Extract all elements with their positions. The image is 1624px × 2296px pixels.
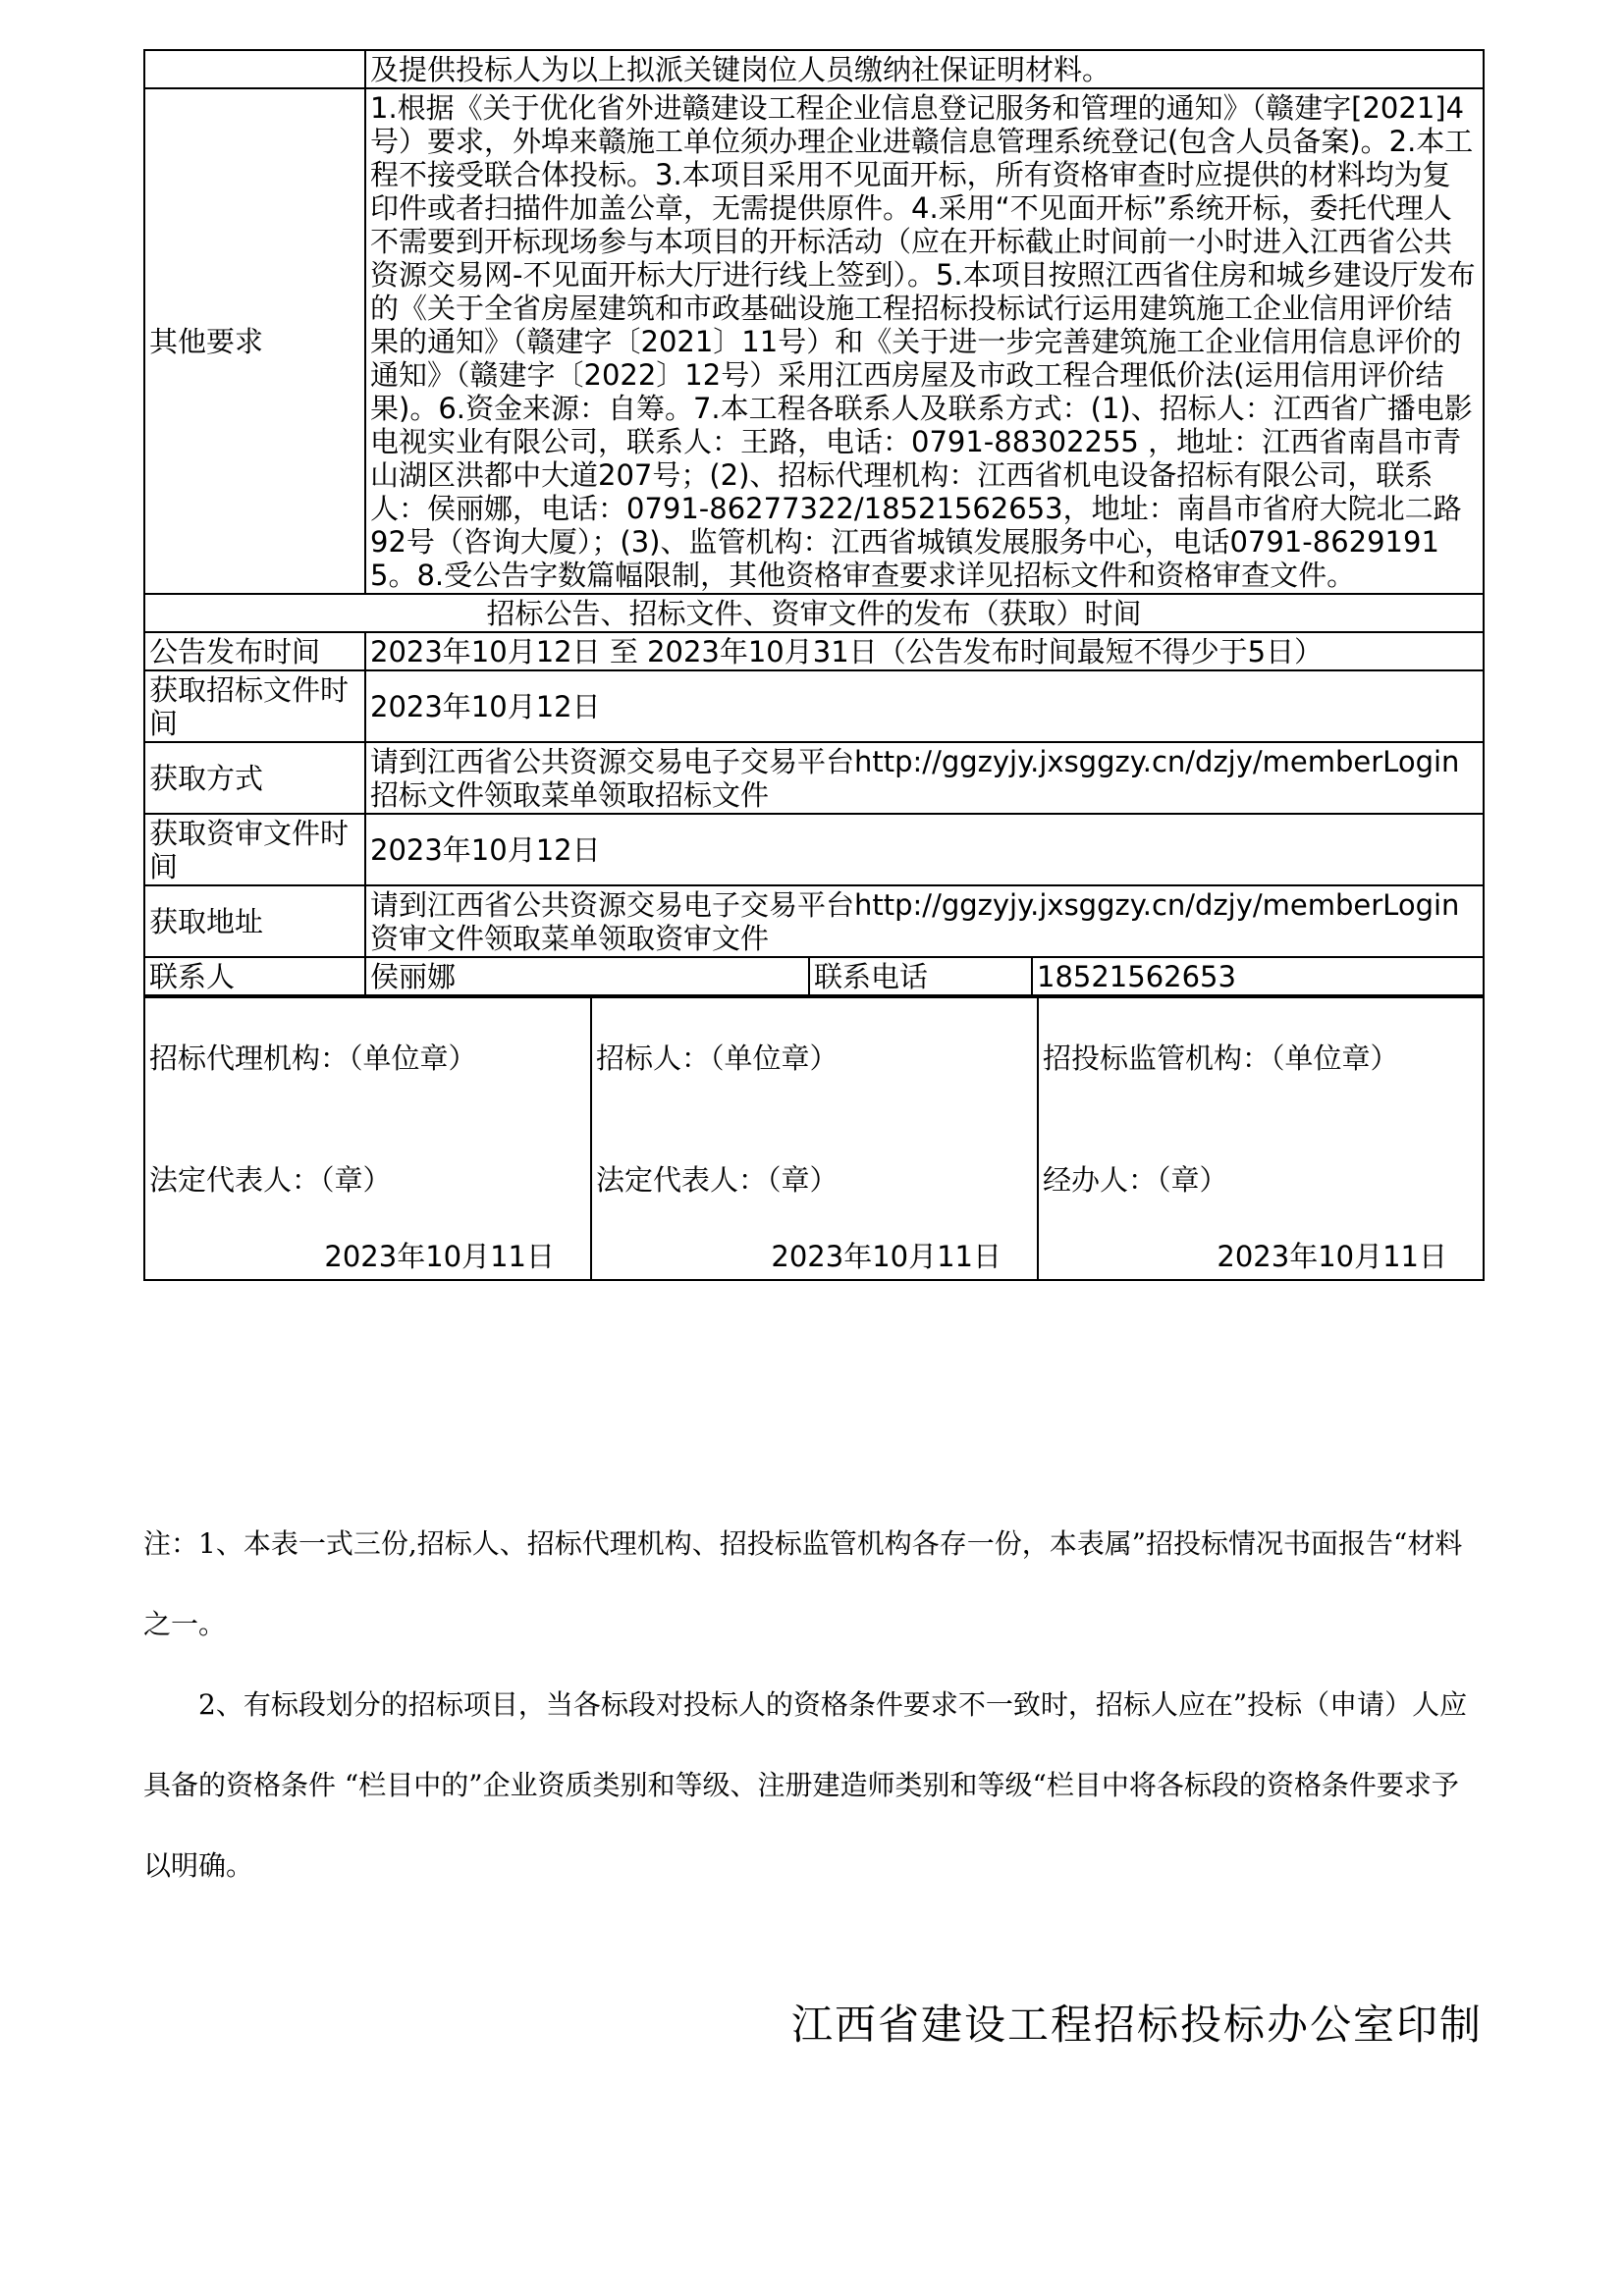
table-row [144,885,1484,957]
row-label: 公告发布时间 [144,632,365,670]
contact-phone: 18521562653 [1032,957,1484,995]
row-value: 2023年10月12日 至 2023年10月31日（公告发布时间最短不得少于5日） [365,632,1484,670]
top-row-text: 及提供投标人为以上拟派关键岗位人员缴纳社保证明材料。 [365,50,1484,88]
signature-date: 2023年10月11日 [1217,1240,1447,1273]
section-header: 招标公告、招标文件、资审文件的发布（获取）时间 [144,594,1484,632]
bid-announcement-sheet [143,49,1483,1281]
contact-phone-label: 联系电话 [809,957,1032,995]
table-row [144,632,1484,670]
row-label: 获取方式 [144,742,365,814]
empty-label-cell [144,50,365,88]
contact-name: 侯丽娜 [365,957,809,995]
announcement-table [143,49,1485,996]
table-row [144,670,1484,742]
row-value: 请到江西省公共资源交易电子交易平台http://ggzyjy.jxsggzy.cn/dzjy/memberLogin招标文件领取菜单领取招标文件 [365,742,1484,814]
notes-section [143,1504,1483,1906]
signature-org: 招投标监管机构：（单位章） [1043,1041,1399,1075]
table-row [144,50,1484,88]
table-row [144,997,1484,1280]
note-2: 2、有标段划分的招标项目，当各标段对投标人的资格条件要求不一致时，招标人应在”投标（申请）人应具备的资格条件 “栏目中的”企业资质类别和等级、注册建造师类别和等级“栏目中将各标段的资格条件要求予以明确。 [143,1688,1468,1882]
contact-label: 联系人 [144,957,365,995]
note-1: 注：1、本表一式三份,招标人、招标代理机构、招投标监管机构各存一份，本表属”招投标情况书面报告“材料之一。 [143,1527,1463,1640]
row-label: 获取招标文件时间 [144,670,365,742]
signature-date: 2023年10月11日 [771,1240,1001,1273]
table-row [144,957,1484,995]
signature-org: 招标代理机构：（单位章） [149,1041,477,1075]
signature-rep: 经办人：（章） [1043,1163,1228,1197]
signature-table [143,996,1485,1281]
table-row [144,814,1484,885]
signature-cell-tenderer [591,997,1038,1280]
signature-org: 招标人：（单位章） [596,1041,839,1075]
row-value: 2023年10月12日 [365,814,1484,885]
signature-cell-supervisor [1038,997,1484,1280]
signature-date: 2023年10月11日 [324,1240,555,1273]
other-requirements-label: 其他要求 [144,88,365,594]
row-value: 请到江西省公共资源交易电子交易平台http://ggzyjy.jxsggzy.cn/dzjy/memberLogin资审文件领取菜单领取资审文件 [365,885,1484,957]
row-value: 2023年10月12日 [365,670,1484,742]
signature-rep: 法定代表人：（章） [596,1163,839,1197]
other-requirements-text: 1.根据《关于优化省外进赣建设工程企业信息登记服务和管理的通知》（赣建字[2021]4号）要求，外埠来赣施工单位须办理企业进赣信息管理系统登记(包含人员备案)。2.本工程不接受联合体投标。3.本项目采用不见面开标，所有资格审查时应提供的材料均为复印件或者扫描件加盖公章，无需提供原件。4.采用“不见面开标”系统开标，委托代理人不需要到开标现场参与本项目的开标活动（应在开标截止时间前一小时进入江西省公共资源交易网-不见面开标大厅进行线上签到）。5.本项目按照江西省住房和城乡建设厅发布的《关于全省房屋建筑和市政基础设施工程招标投标试行运用建筑施工企业信用评价结果的通知》（赣建字〔2021〕11号）和《关于进一步完善建筑施工企业信用信息评价的通知》（赣建字〔2022〕12号）采用江西房屋及市政工程合理低价法(运用信用评价结果)。6.资金来源：自筹。7.本工程各联系人及联系方式：(1)、招标人：江西省广播电影电视实业有限公司，联系人：王路，电话：0791-88302255 ，地址：江西省南昌市青山湖区洪都中大道207号；(2)、招标代理机构：江西省机电设备招标有限公司，联系人：侯丽娜，电话：0791-86277322/18521562653，地址：南昌市省府大院北二路92号（咨询大厦）；(3)、监管机构：江西省城镇发展服务中心，电话0791-86291915。8.受公告字数篇幅限制，其他资格审查要求详见招标文件和资格审查文件。 [365,88,1484,594]
table-row [144,88,1484,594]
footer-printed-by: 江西省建设工程招标投标办公室印制 [790,2001,1483,2049]
row-label: 获取资审文件时间 [144,814,365,885]
signature-rep: 法定代表人：（章） [149,1163,392,1197]
row-label: 获取地址 [144,885,365,957]
table-row [144,594,1484,632]
signature-cell-agency [144,997,591,1280]
table-row [144,742,1484,814]
